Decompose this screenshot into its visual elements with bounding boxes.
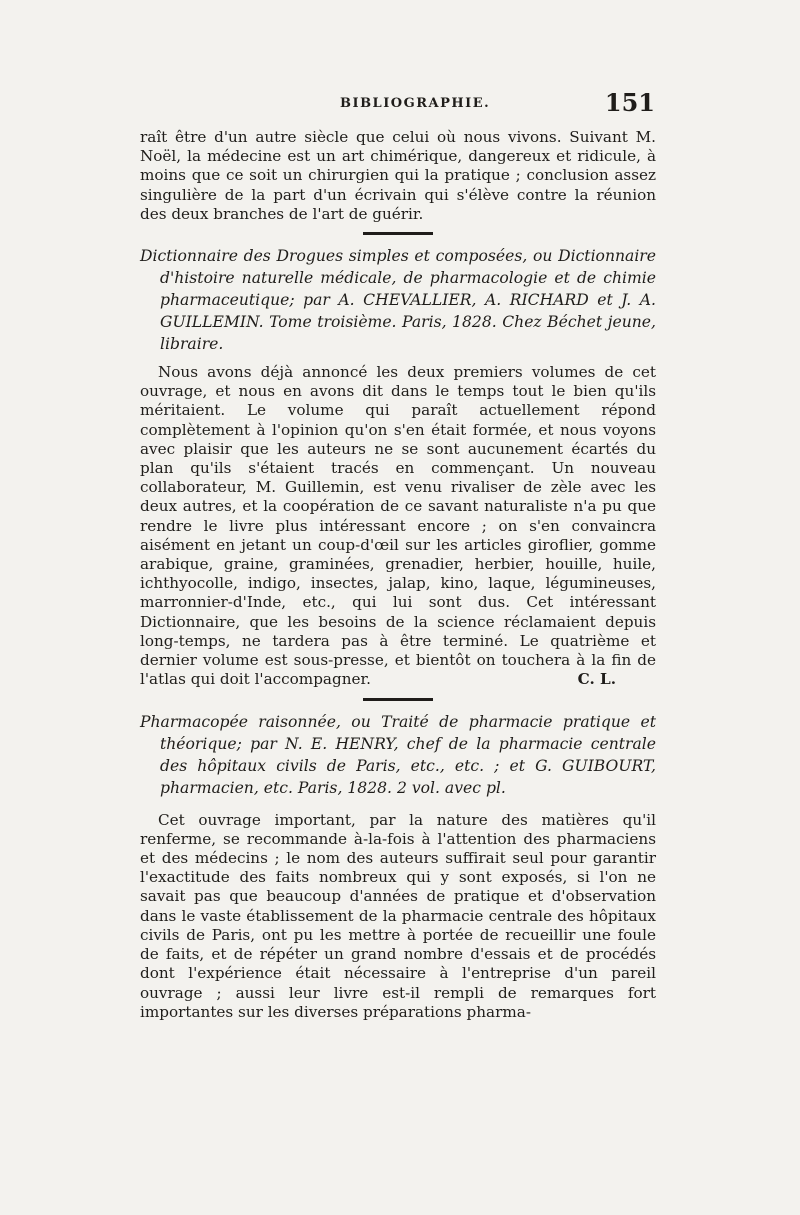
review-paragraph: Nous avons déjà annoncé les deux premiers volumes de cet ouvrage, et nous en avons dit dans le temps tout le bien qu'ils méritaient. Le volume qui paraît actuellement répond complètement à l'opinion qu'on s'en était formée, et nous voyons avec plaisir que les auteurs ne se sont aucunement écartés du plan qu'ils s'étaient tracés en commençant. Un nouveau collaborateur, M. Guillemin, est venu rivaliser de zèle avec les deux autres, et la coopération de ce savant naturaliste n'a pu que rendre le livre plus intéressant encore ; on s'en convaincra aisément en jetant un coup-d'œil sur les articles giroflier, gomme arabique, graine, graminées, grenadier, herbier, houille, huile, ichthyocolle, indigo, insectes, jalap, kino, laque, légumineuses, marronnier-d'Inde, etc., qui lui sont dus. Cet intéressant Dictionnaire, que les besoins de la science réclamaient depuis long-temps, ne tardera pas à être terminé. Le quatrième et dernier volume est sous-presse, et bientôt on touchera à la fin de l'atlas qui doit l'accompagner. [140,363,656,689]
running-title: BIBLIOGRAPHIE. [340,96,491,111]
page-number: 151 [604,88,655,117]
review-paragraph: Cet ouvrage important, par la nature des matières qu'il renferme, se recommande à-la-fois à l'attention des pharmaciens et des médecins ; le nom des auteurs suffirait seul pour garantir l'exactitude des faits nombreux qui y sont exposés, si l'on ne savait pas que beaucoup d'années de pratique et d'observation dans le vaste établissement de la pharmacie centrale des hôpitaux civils de Paris, ont pu les mettre à portée de recueillir une foule de faits, et de répéter un grand nombre d'essais et de procédés dont l'expérience était nécessaire à l'entreprise d'un pareil ouvrage ; aussi leur livre est-il rempli de remarques fort importantes sur les diverses préparations pharma- [140,810,656,1021]
paragraph-continuation: raît être d'un autre siècle que celui où nous vivons. Suivant M. Noël, la médecine est un art chimérique, dangereux et ridicule, à moins que ce soit un chirurgien qui la pratique ; conclusion assez singulière de la part d'un écrivain qui s'élève contre la réunion des deux branches de l'art de guérir. [140,128,656,223]
body-text [140,128,656,1022]
bibliographic-entry: Dictionnaire des Drogues simples et composées, ou Dictionnaire d'histoire naturelle médicale, de pharmacologie et de chimie pharmaceutique; par A. CHEVALLIER, A. RICHARD et J. A. GUILLEMIN. Tome troisième. Paris, 1828. Chez Béchet jeune, libraire. [140,247,656,354]
reviewer-signature: C. L. [577,670,616,689]
section-rule [363,232,433,235]
page-header [140,88,655,118]
section-rule [363,698,433,701]
bibliographic-entry: Pharmacopée raisonnée, ou Traité de pharmacie pratique et théorique; par N. E. HENRY, chef de la pharmacie centrale des hôpitaux civils de Paris, etc., etc. ; et G. GUIBOURT, pharmacien, etc. Paris, 1828. 2 vol. avec pl. [140,712,656,797]
